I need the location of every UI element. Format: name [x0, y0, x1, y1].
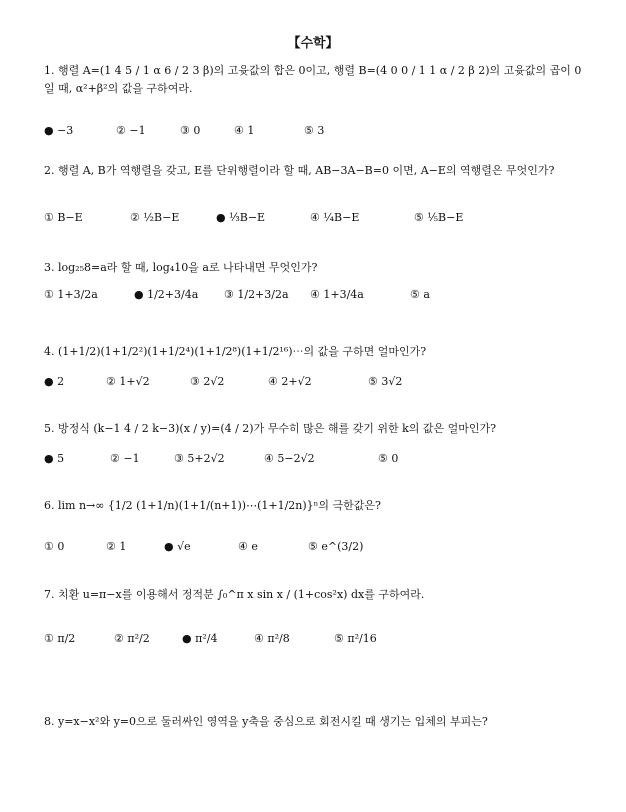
option-1[interactable]: ① π/2 — [44, 632, 76, 645]
option-2[interactable]: ② −1 — [110, 452, 140, 465]
option-4[interactable]: ④ e — [238, 540, 258, 553]
option-4[interactable]: ④ 1 — [234, 124, 255, 137]
option-1[interactable]: ● −3 — [44, 124, 74, 137]
option-4[interactable]: ④ 2+√2 — [268, 375, 312, 388]
option-5[interactable]: ⑤ ⅕B−E — [414, 211, 464, 224]
question-4 — [44, 343, 589, 361]
question-4-options — [44, 375, 589, 399]
question-text: 4. (1+1/2)(1+1/2²)(1+1/2⁴)(1+1/2⁸)(1+1/2¹⁶)⋯의 값을 구하면 얼마인가? — [44, 345, 427, 358]
question-text: 7. 치환 u=π−x를 이용해서 정적분 ∫₀^π x sin x / (1+cos²x) dx를 구하여라. — [44, 588, 425, 601]
option-5[interactable]: ⑤ 0 — [378, 452, 399, 465]
question-2 — [44, 162, 589, 180]
option-2[interactable]: ② 1 — [106, 540, 127, 553]
option-1[interactable]: ① B−E — [44, 211, 83, 224]
question-3-options — [44, 288, 589, 312]
question-7-options — [44, 632, 589, 656]
option-2[interactable]: ② −1 — [116, 124, 146, 137]
option-5[interactable]: ⑤ 3√2 — [368, 375, 403, 388]
option-2[interactable]: ② ½B−E — [130, 211, 180, 224]
option-5[interactable]: ⑤ e^(3/2) — [308, 540, 364, 553]
option-3[interactable]: ● √e — [164, 540, 191, 553]
question-1-options — [44, 124, 589, 148]
option-1[interactable]: ① 1+3/2a — [44, 288, 98, 301]
question-3 — [44, 259, 589, 277]
question-7 — [44, 586, 589, 604]
option-4[interactable]: ④ π²/8 — [254, 632, 290, 645]
option-4[interactable]: ④ ¼B−E — [310, 211, 360, 224]
option-1[interactable]: ● 5 — [44, 452, 65, 465]
question-text: 1. 행렬 A=(1 4 5 / 1 α 6 / 2 3 β)의 고윳값의 합은 0이고, 행렬 B=(4 0 0 / 1 1 α / 2 β 2)의 고윳값의 곱이 0일 때, α²+β²의 값을 구하여라. — [44, 64, 582, 95]
page-title: 【수학】 — [287, 36, 339, 51]
option-3[interactable]: ③ 5+2√2 — [174, 452, 225, 465]
question-2-options — [44, 211, 589, 235]
option-3[interactable]: ③ 0 — [180, 124, 201, 137]
option-5[interactable]: ⑤ π²/16 — [334, 632, 377, 645]
question-1 — [44, 62, 589, 98]
question-6 — [44, 497, 589, 515]
option-3[interactable]: ● ⅓B−E — [216, 211, 266, 224]
option-1[interactable]: ● 2 — [44, 375, 65, 388]
question-text: 5. 방정식 (k−1 4 / 2 k−3)(x / y)=(4 / 2)가 무수히 많은 해를 갖기 위한 k의 값은 얼마인가? — [44, 422, 497, 435]
option-5[interactable]: ⑤ a — [410, 288, 430, 301]
question-5-options — [44, 452, 589, 476]
question-text: 6. lim n→∞ {1/2 (1+1/n)(1+1/(n+1))⋯(1+1/2n)}ⁿ의 극한값은? — [44, 499, 381, 512]
option-4[interactable]: ④ 1+3/4a — [310, 288, 364, 301]
question-text: 8. y=x−x²와 y=0으로 둘러싸인 영역을 y축을 중심으로 회전시킬 때 생기는 입체의 부피는? — [44, 715, 488, 728]
option-3[interactable]: ③ 2√2 — [190, 375, 225, 388]
option-5[interactable]: ⑤ 3 — [304, 124, 325, 137]
question-6-options — [44, 540, 589, 564]
option-3[interactable]: ● π²/4 — [182, 632, 218, 645]
question-8 — [44, 713, 589, 731]
question-5 — [44, 420, 589, 438]
option-4[interactable]: ④ 5−2√2 — [264, 452, 315, 465]
option-3[interactable]: ③ 1/2+3/2a — [224, 288, 289, 301]
option-2[interactable]: ● 1/2+3/4a — [134, 288, 199, 301]
question-text: 3. log₂₅8=a라 할 때, log₄10을 a로 나타내면 무엇인가? — [44, 261, 318, 274]
option-1[interactable]: ① 0 — [44, 540, 65, 553]
option-2[interactable]: ② 1+√2 — [106, 375, 150, 388]
option-2[interactable]: ② π²/2 — [114, 632, 150, 645]
question-text: 2. 행렬 A, B가 역행렬을 갖고, E를 단위행렬이라 할 때, AB−3A−B=0 이면, A−E의 역행렬은 무엇인가? — [44, 164, 555, 177]
